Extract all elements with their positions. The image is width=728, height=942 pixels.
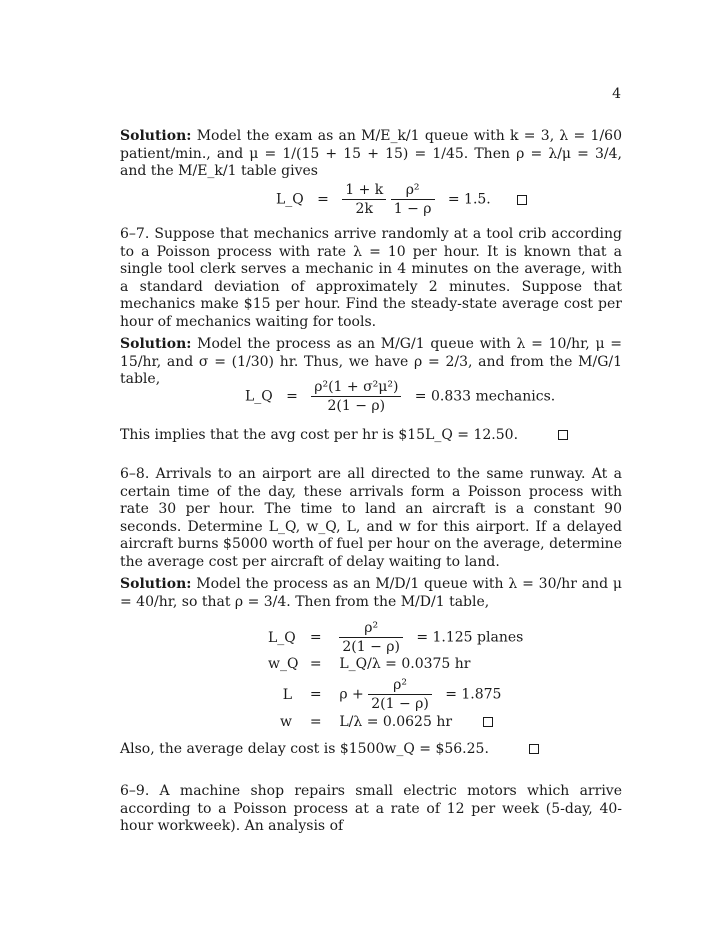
eq-result: = 1.875 — [445, 686, 502, 703]
conclusion-text: This implies that the avg cost per hr is $15L_Q = 12.50. — [120, 427, 519, 443]
eq-rel: = — [309, 686, 322, 703]
qed-box — [517, 195, 527, 205]
eq-rel: = — [317, 191, 329, 208]
problem-6-7: 6–7. Suppose that mechanics arrive randomly at a tool crib according to a Poisson process with rate λ = 10 per hour. It is known that a single tool clerk serves a mechanic in 4 minutes on the average, with a standard deviation of approximately 2 minutes. Suppose that mechanics make $15 per hour. Find the steady-state average cost per hour of mechanics waiting for tools. — [120, 226, 622, 330]
eq-result: = 1.5. — [447, 191, 491, 208]
frac-den: 2k — [355, 201, 373, 217]
fraction — [368, 677, 432, 712]
eq-row-lq — [268, 620, 523, 655]
eq-expression: L_Q/λ = 0.0375 hr — [339, 656, 471, 672]
eq-lhs: L_Q — [276, 191, 304, 208]
fraction-1 — [342, 182, 386, 217]
eq-row-w — [268, 714, 493, 730]
eq-rel: = — [309, 629, 322, 646]
frac-num: ρ² — [339, 620, 403, 638]
eq-lhs: L_Q — [245, 388, 273, 405]
eq-lhs: w — [280, 714, 292, 730]
conclusion-6-7 — [120, 427, 622, 445]
solution-label: Solution: — [120, 576, 192, 592]
fraction — [339, 620, 403, 655]
solution-6-8 — [120, 576, 622, 611]
frac-num: ρ²(1 + σ²μ²) — [311, 379, 401, 397]
conclusion-text: Also, the average delay cost is $1500w_Q = $56.25. — [120, 741, 489, 757]
eq-result: = 0.833 mechanics. — [414, 388, 556, 405]
eq-rel: = — [309, 656, 322, 672]
eq-row-l — [268, 677, 501, 712]
eq-row-wq — [268, 656, 471, 672]
fraction-2 — [391, 182, 435, 217]
eq-rel: = — [309, 714, 322, 730]
solution-6-6-text: Model the exam as an M/E_k/1 queue with k = 3, λ = 1/60 patient/min., and μ = 1/(15 + 15 + 15) = 1/45. Then ρ = λ/μ = 3/4, and the M/E_k/1 table gives — [120, 128, 622, 179]
eq-expression: ρ + — [339, 686, 364, 703]
eq-lhs: w_Q — [268, 656, 299, 672]
frac-den: 1 − ρ — [393, 201, 432, 217]
qed-box — [558, 430, 568, 440]
qed-box — [483, 717, 493, 727]
eq-expression: L/λ = 0.0625 hr — [339, 714, 453, 730]
frac-den: 2(1 − ρ) — [342, 639, 400, 655]
solution-6-7-text: Model the process as an M/G/1 queue with λ = 10/hr, μ = 15/hr, and σ = (1/30) hr. Thus, we have ρ = 2/3, and from the M/G/1 table, — [120, 336, 623, 387]
frac-den: 2(1 − ρ) — [371, 696, 429, 712]
eq-result: = 1.125 planes — [416, 629, 524, 646]
frac-num: ρ² — [391, 182, 435, 200]
solution-label: Solution: — [120, 336, 192, 352]
fraction — [311, 379, 401, 414]
solution-6-6 — [120, 128, 622, 181]
eq-rel: = — [286, 388, 298, 405]
frac-den: 2(1 − ρ) — [327, 398, 386, 414]
frac-num: ρ² — [368, 677, 432, 695]
frac-num: 1 + k — [342, 182, 386, 200]
solution-label: Solution: — [120, 128, 192, 144]
problem-6-8: 6–8. Arrivals to an airport are all directed to the same runway. At a certain time of the day, these arrivals form a Poisson process with rate 30 per hour. The time to land an aircraft is a constant 90 seconds. Determine L_Q, w_Q, L, and w for this airport. If a delayed aircraft burns $5000 worth of fuel per hour on the average, determine the average cost per aircraft of delay waiting to land. — [120, 466, 622, 570]
eq-lhs: L_Q — [268, 629, 296, 646]
page-number: 4 — [612, 86, 621, 102]
qed-box — [529, 744, 539, 754]
conclusion-6-8 — [120, 741, 622, 759]
equation-6-7 — [245, 379, 555, 414]
equation-6-6 — [276, 182, 527, 217]
eq-lhs: L — [282, 686, 292, 703]
solution-6-8-text: Model the process as an M/D/1 queue with λ = 30/hr and μ = 40/hr, so that ρ = 3/4. Then from the M/D/1 table, — [120, 576, 622, 610]
problem-6-9: 6–9. A machine shop repairs small electric motors which arrive according to a Poisson process at a rate of 12 per week (5-day, 40-hour workweek). An analysis of — [120, 783, 622, 834]
